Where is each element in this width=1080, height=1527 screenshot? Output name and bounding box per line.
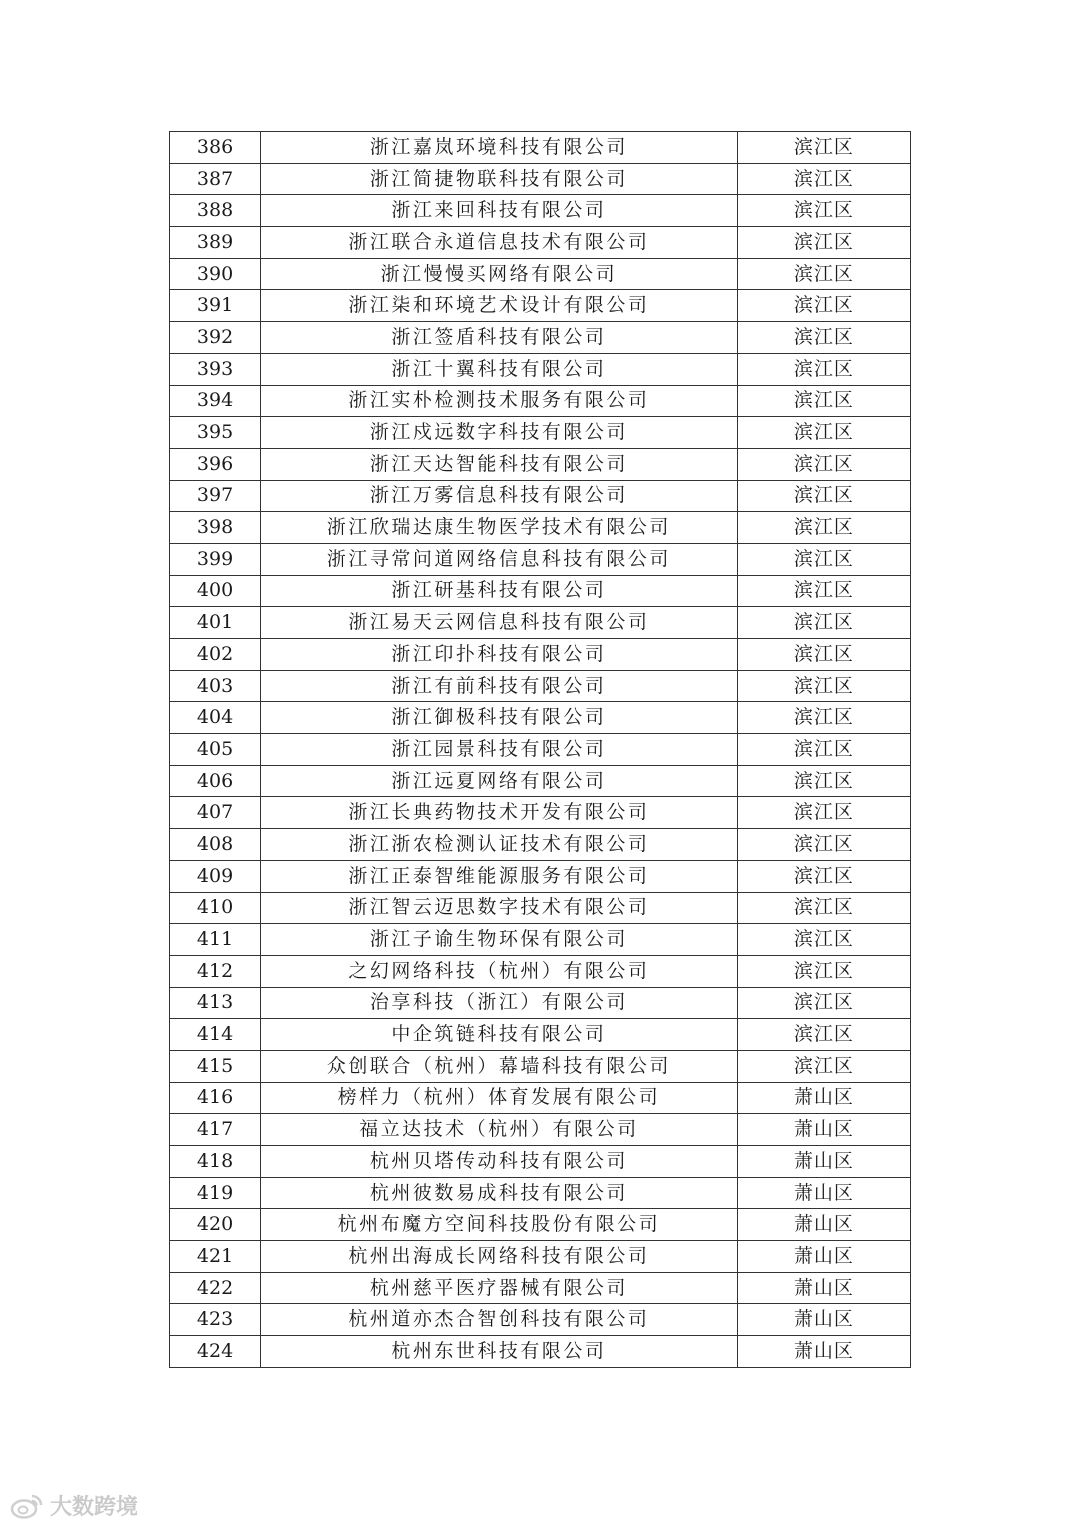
row-number: 414 (170, 1019, 261, 1051)
district-name: 滨江区 (737, 385, 910, 417)
row-number: 424 (170, 1336, 261, 1368)
company-name: 浙江欣瑞达康生物医学技术有限公司 (261, 512, 738, 544)
table-row (170, 1146, 911, 1178)
row-number: 390 (170, 258, 261, 290)
watermark-text: 大数跨境 (50, 1495, 139, 1520)
row-number: 413 (170, 987, 261, 1019)
table-row (170, 797, 911, 829)
table-row (170, 353, 911, 385)
district-name: 萧山区 (737, 1146, 910, 1178)
district-name: 滨江区 (737, 132, 910, 164)
company-name: 浙江远夏网络有限公司 (261, 765, 738, 797)
district-name: 滨江区 (737, 322, 910, 354)
district-name: 滨江区 (737, 734, 910, 766)
table-row (170, 575, 911, 607)
company-name: 浙江来回科技有限公司 (261, 195, 738, 227)
district-name: 滨江区 (737, 702, 910, 734)
row-number: 400 (170, 575, 261, 607)
table-row (170, 924, 911, 956)
company-name: 浙江园景科技有限公司 (261, 734, 738, 766)
district-name: 滨江区 (737, 163, 910, 195)
company-name: 浙江长典药物技术开发有限公司 (261, 797, 738, 829)
company-name: 浙江嘉岚环境科技有限公司 (261, 132, 738, 164)
table-row (170, 829, 911, 861)
table-row (170, 322, 911, 354)
table-row (170, 860, 911, 892)
company-name: 浙江十翼科技有限公司 (261, 353, 738, 385)
table-row (170, 543, 911, 575)
district-name: 滨江区 (737, 797, 910, 829)
company-name: 杭州出海成长网络科技有限公司 (261, 1241, 738, 1273)
district-name: 滨江区 (737, 575, 910, 607)
company-name: 浙江正泰智维能源服务有限公司 (261, 860, 738, 892)
company-name: 浙江柒和环境艺术设计有限公司 (261, 290, 738, 322)
district-name: 滨江区 (737, 290, 910, 322)
row-number: 395 (170, 417, 261, 449)
row-number: 392 (170, 322, 261, 354)
row-number: 401 (170, 607, 261, 639)
company-name: 浙江印扑科技有限公司 (261, 639, 738, 671)
company-name: 浙江简捷物联科技有限公司 (261, 163, 738, 195)
company-name: 榜样力（杭州）体育发展有限公司 (261, 1082, 738, 1114)
row-number: 394 (170, 385, 261, 417)
district-name: 萧山区 (737, 1082, 910, 1114)
row-number: 403 (170, 670, 261, 702)
company-name: 浙江万雾信息科技有限公司 (261, 480, 738, 512)
row-number: 399 (170, 543, 261, 575)
row-number: 388 (170, 195, 261, 227)
district-name: 萧山区 (737, 1304, 910, 1336)
company-name: 浙江易天云网信息科技有限公司 (261, 607, 738, 639)
district-name: 萧山区 (737, 1272, 910, 1304)
row-number: 396 (170, 448, 261, 480)
table-row (170, 639, 911, 671)
company-name: 杭州彼数易成科技有限公司 (261, 1177, 738, 1209)
district-name: 滨江区 (737, 765, 910, 797)
row-number: 418 (170, 1146, 261, 1178)
district-name: 萧山区 (737, 1177, 910, 1209)
row-number: 398 (170, 512, 261, 544)
row-number: 412 (170, 955, 261, 987)
table-row (170, 1209, 911, 1241)
district-name: 滨江区 (737, 892, 910, 924)
table-row (170, 417, 911, 449)
table-row (170, 1050, 911, 1082)
row-number: 402 (170, 639, 261, 671)
row-number: 404 (170, 702, 261, 734)
row-number: 386 (170, 132, 261, 164)
table-row (170, 385, 911, 417)
district-name: 滨江区 (737, 448, 910, 480)
district-name: 滨江区 (737, 258, 910, 290)
district-name: 滨江区 (737, 1019, 910, 1051)
company-name: 杭州贝塔传动科技有限公司 (261, 1146, 738, 1178)
company-name: 浙江寻常问道网络信息科技有限公司 (261, 543, 738, 575)
table-row (170, 1082, 911, 1114)
company-name: 杭州道亦杰合智创科技有限公司 (261, 1304, 738, 1336)
company-name: 浙江慢慢买网络有限公司 (261, 258, 738, 290)
row-number: 423 (170, 1304, 261, 1336)
company-name: 浙江实朴检测技术服务有限公司 (261, 385, 738, 417)
row-number: 422 (170, 1272, 261, 1304)
district-name: 滨江区 (737, 543, 910, 575)
row-number: 406 (170, 765, 261, 797)
company-name: 浙江签盾科技有限公司 (261, 322, 738, 354)
company-name: 浙江研基科技有限公司 (261, 575, 738, 607)
watermark (10, 1490, 138, 1521)
company-name: 福立达技术（杭州）有限公司 (261, 1114, 738, 1146)
table-row (170, 132, 911, 164)
table-row (170, 512, 911, 544)
table-row (170, 1019, 911, 1051)
district-name: 滨江区 (737, 987, 910, 1019)
district-name: 滨江区 (737, 860, 910, 892)
company-name: 浙江戍远数字科技有限公司 (261, 417, 738, 449)
table-row (170, 480, 911, 512)
row-number: 407 (170, 797, 261, 829)
district-name: 萧山区 (737, 1209, 910, 1241)
row-number: 409 (170, 860, 261, 892)
row-number: 411 (170, 924, 261, 956)
table-body (170, 132, 911, 1368)
row-number: 415 (170, 1050, 261, 1082)
district-name: 滨江区 (737, 829, 910, 861)
table-row (170, 1114, 911, 1146)
row-number: 416 (170, 1082, 261, 1114)
district-name: 滨江区 (737, 417, 910, 449)
district-name: 滨江区 (737, 512, 910, 544)
company-name: 浙江子谕生物环保有限公司 (261, 924, 738, 956)
table-row (170, 163, 911, 195)
district-name: 萧山区 (737, 1241, 910, 1273)
company-name: 杭州布魔方空间科技股份有限公司 (261, 1209, 738, 1241)
table-row (170, 290, 911, 322)
row-number: 410 (170, 892, 261, 924)
table-row (170, 1241, 911, 1273)
row-number: 397 (170, 480, 261, 512)
district-name: 滨江区 (737, 480, 910, 512)
row-number: 408 (170, 829, 261, 861)
table-row (170, 765, 911, 797)
company-name: 众创联合（杭州）幕墙科技有限公司 (261, 1050, 738, 1082)
company-name: 杭州慈平医疗器械有限公司 (261, 1272, 738, 1304)
company-name: 浙江智云迈思数字技术有限公司 (261, 892, 738, 924)
row-number: 405 (170, 734, 261, 766)
row-number: 393 (170, 353, 261, 385)
company-name: 中企筑链科技有限公司 (261, 1019, 738, 1051)
district-name: 萧山区 (737, 1114, 910, 1146)
row-number: 389 (170, 227, 261, 259)
district-name: 滨江区 (737, 195, 910, 227)
row-number: 387 (170, 163, 261, 195)
district-name: 滨江区 (737, 1050, 910, 1082)
district-name: 萧山区 (737, 1336, 910, 1368)
company-list-table (169, 131, 911, 1368)
row-number: 391 (170, 290, 261, 322)
row-number: 421 (170, 1241, 261, 1273)
row-number: 417 (170, 1114, 261, 1146)
company-name: 浙江联合永道信息技术有限公司 (261, 227, 738, 259)
company-name: 浙江有前科技有限公司 (261, 670, 738, 702)
district-name: 滨江区 (737, 924, 910, 956)
company-name: 杭州东世科技有限公司 (261, 1336, 738, 1368)
table-row (170, 987, 911, 1019)
table-row (170, 702, 911, 734)
table-row (170, 1304, 911, 1336)
table-row (170, 670, 911, 702)
district-name: 滨江区 (737, 955, 910, 987)
district-name: 滨江区 (737, 227, 910, 259)
row-number: 420 (170, 1209, 261, 1241)
table-row (170, 1177, 911, 1209)
weibo-logo-icon (10, 1493, 44, 1519)
table-row (170, 258, 911, 290)
table-row (170, 448, 911, 480)
table-row (170, 892, 911, 924)
table-row (170, 227, 911, 259)
table-row (170, 607, 911, 639)
company-name: 治享科技（浙江）有限公司 (261, 987, 738, 1019)
table-row (170, 734, 911, 766)
company-name: 浙江天达智能科技有限公司 (261, 448, 738, 480)
company-name: 浙江御极科技有限公司 (261, 702, 738, 734)
district-name: 滨江区 (737, 670, 910, 702)
company-name: 浙江浙农检测认证技术有限公司 (261, 829, 738, 861)
table-row (170, 955, 911, 987)
table-row (170, 1272, 911, 1304)
table-row (170, 195, 911, 227)
district-name: 滨江区 (737, 639, 910, 671)
district-name: 滨江区 (737, 607, 910, 639)
company-name: 之幻网络科技（杭州）有限公司 (261, 955, 738, 987)
district-name: 滨江区 (737, 353, 910, 385)
row-number: 419 (170, 1177, 261, 1209)
table-row (170, 1336, 911, 1368)
